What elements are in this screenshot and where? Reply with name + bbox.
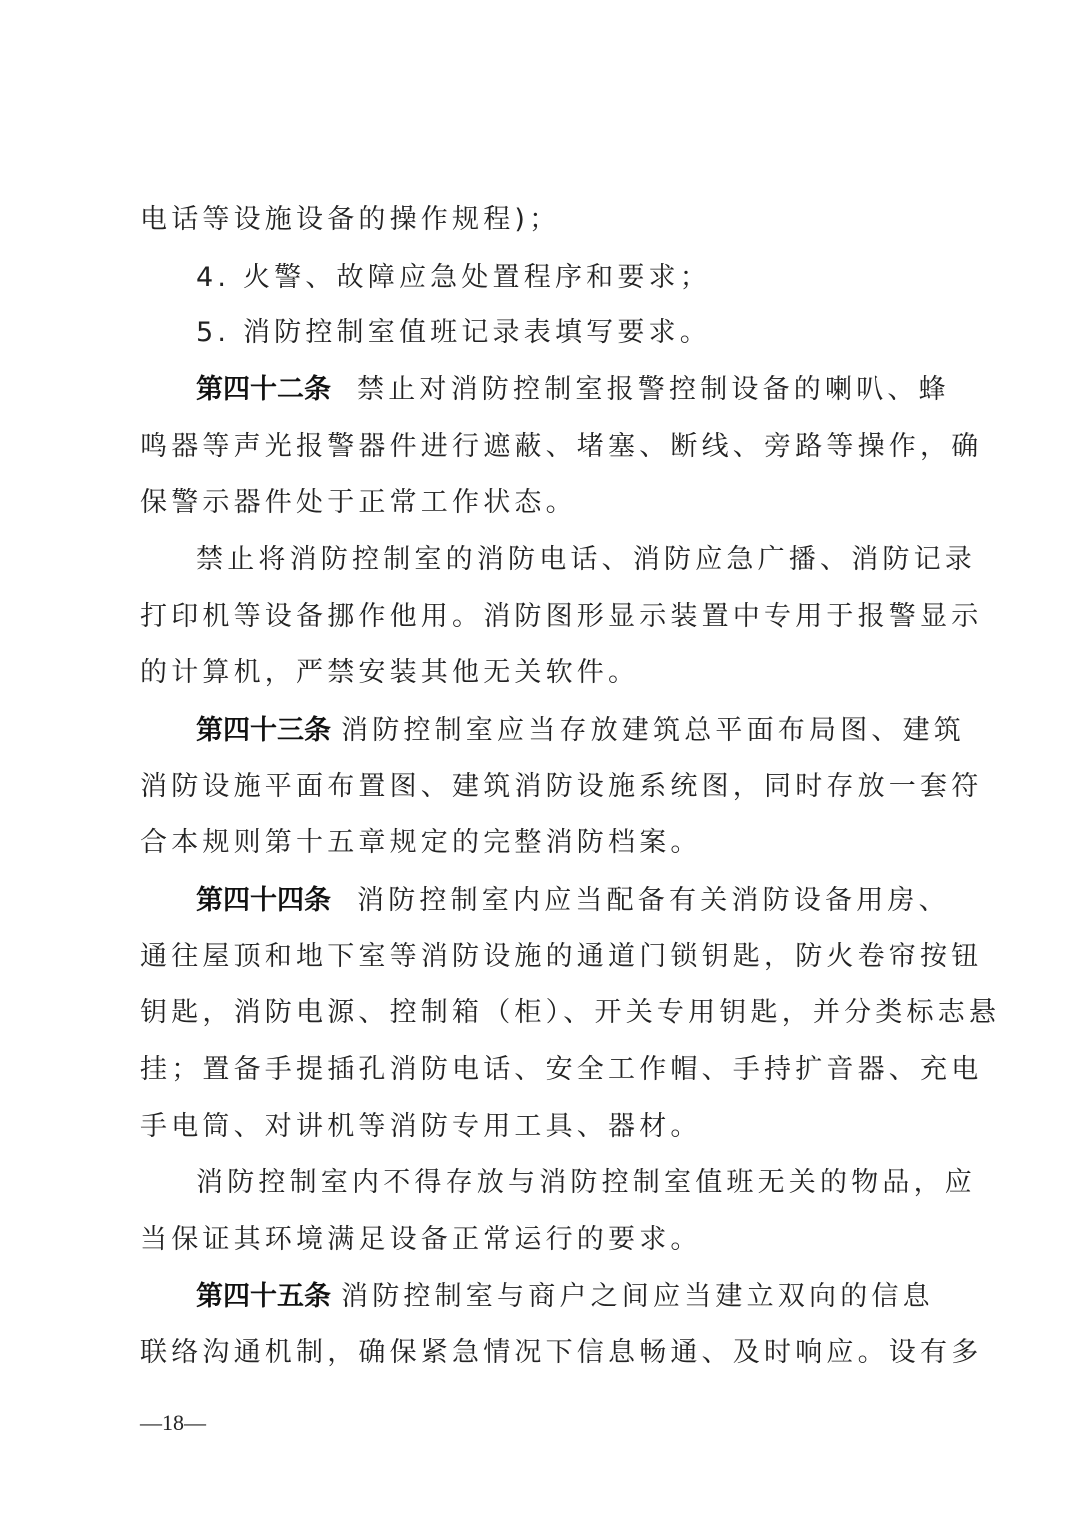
- article-45-line: [196, 1277, 996, 1317]
- text-line: 手电筒、对讲机等消防专用工具、器材。: [140, 1111, 702, 1142]
- text-line: 联络沟通机制，确保紧急情况下信息畅通、及时响应。设有多: [140, 1337, 983, 1368]
- text-line: 当保证其环境满足设备正常运行的要求。: [140, 1224, 702, 1255]
- text-line: 合本规则第十五章规定的完整消防档案。: [140, 827, 702, 858]
- text-line: 挂；置备手提插孔消防电话、安全工作帽、手持扩音器、充电: [140, 1054, 983, 1085]
- article-44-text: 消防控制室内应当配备有关消防设备用房、: [357, 885, 950, 916]
- paragraph-start: 禁止将消防控制室的消防电话、消防应急广播、消防记录: [196, 544, 976, 575]
- article-45-text: 消防控制室与商户之间应当建立双向的信息: [341, 1281, 934, 1312]
- text-line: 钥匙，消防电源、控制箱（柜）、开关专用钥匙，并分类标志悬: [140, 997, 1001, 1028]
- text-line: 鸣器等声光报警器件进行遮蔽、堵塞、断线、旁路等操作，确: [140, 431, 983, 462]
- text-line: 通往屋顶和地下室等消防设施的通道门锁钥匙，防火卷帘按钮: [140, 941, 983, 972]
- article-42-text: 禁止对消防控制室报警控制设备的喇叭、蜂: [357, 374, 950, 405]
- text-line: 消防设施平面布置图、建筑消防设施系统图，同时存放一套符: [140, 771, 983, 802]
- article-title-44: 第四十四条: [196, 885, 331, 916]
- article-44-line: [196, 881, 996, 921]
- article-title-42: 第四十二条: [196, 374, 331, 405]
- list-item-4: 4. 火警、故障应急处置程序和要求；: [196, 262, 711, 293]
- text-line: 保警示器件处于正常工作状态。: [140, 487, 577, 518]
- text-line: 的计算机，严禁安装其他无关软件。: [140, 657, 640, 688]
- article-43-line: [196, 711, 996, 751]
- article-43-text: 消防控制室应当存放建筑总平面布局图、建筑: [341, 715, 965, 746]
- page-number: —18—: [140, 1410, 206, 1435]
- article-42-line: [196, 370, 996, 410]
- article-title-45: 第四十五条: [196, 1281, 331, 1312]
- article-title-43: 第四十三条: [196, 715, 331, 746]
- text-line: 电话等设施设备的操作规程)；: [140, 204, 561, 235]
- text-line: 打印机等设备挪作他用。消防图形显示装置中专用于报警显示: [140, 601, 983, 632]
- paragraph-start: 消防控制室内不得存放与消防控制室值班无关的物品，应: [196, 1167, 976, 1198]
- list-item-5: 5. 消防控制室值班记录表填写要求。: [196, 317, 711, 348]
